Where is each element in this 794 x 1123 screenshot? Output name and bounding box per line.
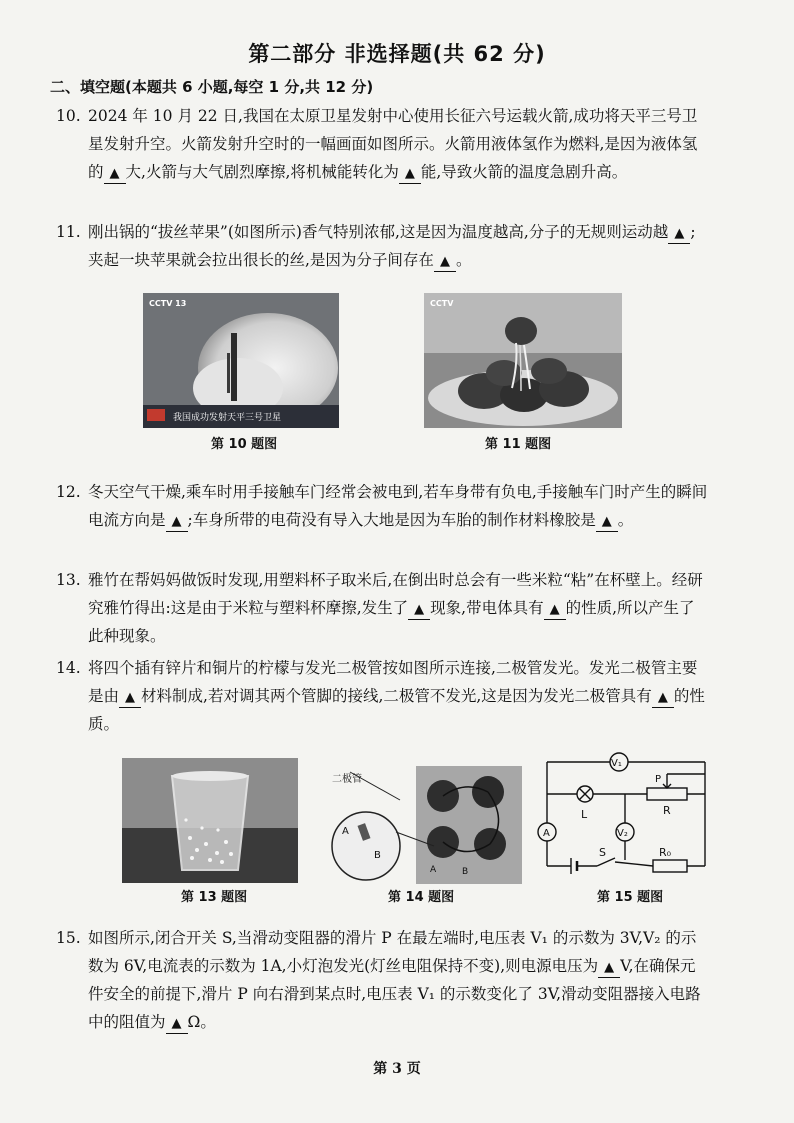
- answer-blank[interactable]: ▲: [166, 1015, 188, 1034]
- question-number: 13.: [56, 571, 81, 589]
- figure-14-caption: 第 14 题图: [388, 890, 455, 905]
- question-13: 13. 雅竹在帮妈妈做饭时发现,用塑料杯子取米后,在倒出时总会有一些米粒“粘”在杯壁上。经研究雅竹得出:这是由于米粒与塑料杯摩擦,发生了 ▲ 现象,带电体具有 ▲ 的性质,所以产生了此种现象。: [88, 566, 708, 650]
- question-number: 11.: [56, 223, 81, 241]
- svg-text:B: B: [462, 867, 469, 877]
- figure-10-caption: 第 10 题图: [211, 437, 278, 452]
- answer-blank[interactable]: ▲: [104, 165, 126, 184]
- voltmeter-v2-label: V₂: [617, 828, 628, 839]
- part-title: 第二部分 非选择题(共 62 分): [248, 42, 546, 66]
- switch-s-label: S: [599, 846, 606, 859]
- answer-blank[interactable]: ▲: [544, 601, 566, 620]
- figure-11-candied-apple: [424, 293, 622, 428]
- figure-14-lemon-battery: [330, 760, 522, 885]
- section-heading: 二、填空题(本题共 6 小题,每空 1 分,共 12 分): [50, 78, 374, 96]
- question-11: 11. 刚出锅的“拔丝苹果”(如图所示)香气特别浓郁,这是因为温度越高,分子的无规则运动越 ▲ ;夹起一块苹果就会拉出很长的丝,是因为分子间存在 ▲ 。: [88, 218, 708, 274]
- answer-blank[interactable]: ▲: [399, 165, 421, 184]
- figure-15-circuit-diagram: [535, 752, 710, 882]
- answer-blank[interactable]: ▲: [434, 253, 456, 272]
- figure-13-plastic-cup: [122, 758, 298, 883]
- ammeter-label: A: [543, 828, 550, 839]
- figure-15-caption: 第 15 题图: [597, 890, 664, 905]
- question-10: 10. 2024 年 10 月 22 日,我国在太原卫星发射中心使用长征六号运载火箭,成功将天平三号卫星发射升空。火箭发射升空时的一幅画面如图所示。火箭用液体氢作为燃料,是因为液体氢的 ▲ 大,火箭与大气剧烈摩擦,将机械能转化为 ▲ 能,导致火箭的温度急剧升高。: [88, 102, 708, 186]
- banner-text: 我国成功发射天平三号卫星: [173, 413, 282, 423]
- cctv-logo: CCTV: [430, 299, 454, 308]
- answer-blank[interactable]: ▲: [598, 959, 620, 978]
- answer-blank[interactable]: ▲: [668, 225, 690, 244]
- lamp-l-label: L: [581, 808, 588, 821]
- question-14: 14. 将四个插有锌片和铜片的柠檬与发光二极管按如图所示连接,二极管发光。发光二极管主要是由 ▲ 材料制成,若对调其两个管脚的接线,二极管不发光,这是因为发光二极管具有 ▲ 的性质。: [88, 654, 708, 738]
- question-number: 14.: [56, 659, 81, 677]
- resistor-r0-label: R₀: [659, 846, 672, 859]
- pin-a-label: A: [342, 826, 349, 837]
- slider-p-label: P: [655, 774, 662, 785]
- figure-11-caption: 第 11 题图: [485, 437, 552, 452]
- resistor-r-label: R: [663, 804, 671, 817]
- question-number: 15.: [56, 929, 81, 947]
- diode-label: 二极管: [332, 774, 362, 785]
- question-number: 12.: [56, 483, 81, 501]
- page-number: 第 3 页: [373, 1061, 421, 1077]
- cctv-logo: CCTV 13: [149, 299, 187, 308]
- answer-blank[interactable]: ▲: [408, 601, 430, 620]
- pin-b-label: B: [374, 850, 381, 861]
- figure-13-caption: 第 13 题图: [181, 890, 248, 905]
- answer-blank[interactable]: ▲: [596, 513, 618, 532]
- answer-blank[interactable]: ▲: [652, 689, 674, 708]
- question-12: 12. 冬天空气干燥,乘车时用手接触车门经常会被电到,若车身带有负电,手接触车门时产生的瞬间电流方向是 ▲ ;车身所带的电荷没有导入大地是因为车胎的制作材料橡胶是 ▲ 。: [88, 478, 708, 534]
- answer-blank[interactable]: ▲: [166, 513, 188, 532]
- question-15: 15. 如图所示,闭合开关 S,当滑动变阻器的滑片 P 在最左端时,电压表 V₁ 的示数为 3V,V₂ 的示数为 6V,电流表的示数为 1A,小灯泡发光(灯丝电阻保持不变),则电源电压为 ▲ V,在确保元件安全的前提下,滑片 P 向右滑到某点时,电压表 V₁ 的示数变化了 3V,滑动变阻器接入电路中的阻值为 ▲ Ω。: [88, 924, 708, 1036]
- question-number: 10.: [56, 107, 81, 125]
- voltmeter-v1-label: V₁: [611, 758, 622, 769]
- answer-blank[interactable]: ▲: [119, 689, 141, 708]
- figure-10-rocket-launch: [143, 293, 339, 428]
- svg-text:A: A: [430, 865, 437, 875]
